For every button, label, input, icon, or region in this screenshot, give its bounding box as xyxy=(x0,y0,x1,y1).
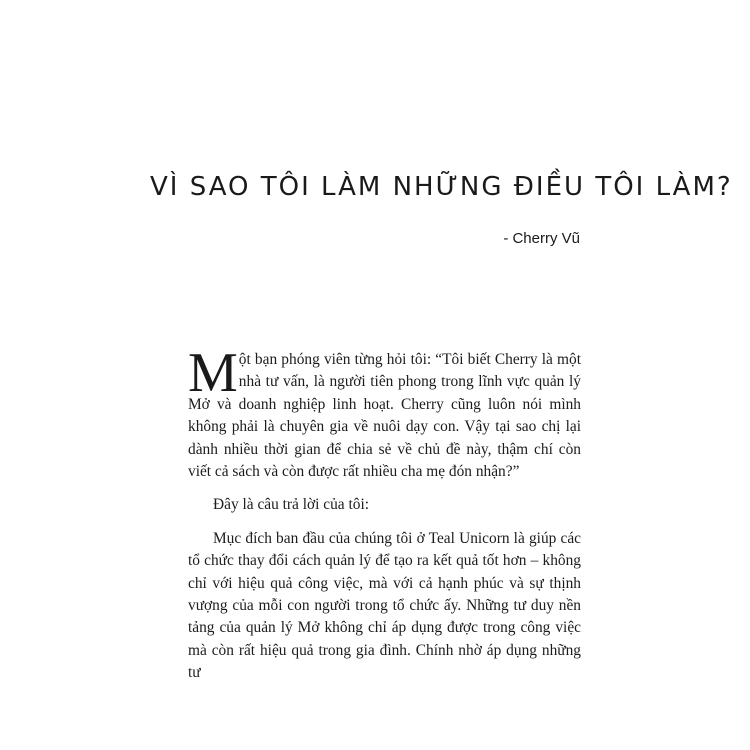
drop-cap: M xyxy=(188,342,238,404)
paragraph-answer-intro: Đây là câu trả lời của tôi: xyxy=(213,496,369,514)
paragraph-opening-text: ột bạn phóng viên từng hỏi tôi: “Tôi biết Cherry là một nhà tư vấn, là người tiên phong trong lĩnh vực quản lý Mở và doanh nghiệp linh hoạt. Cherry cũng luôn nói mình không phải là chuyên gia về nuôi dạy con. Vậy tại sao chị lại dành nhiều thời gian để chia sẻ về chủ đề này, thậm chí còn viết cả sách và còn được rất nhiều cha mẹ đón nhận?” xyxy=(188,351,581,481)
paragraph-opening xyxy=(188,342,581,483)
chapter-author: - Cherry Vũ xyxy=(503,230,580,247)
paragraph-purpose: Mục đích ban đầu của chúng tôi ở Teal Unicorn là giúp các tổ chức thay đổi cách quản lý để tạo ra kết quả tốt hơn – không chỉ với hiệu quả công việc, mà với cả hạnh phúc và sự thịnh vượng của mỗi con người trong tổ chức ấy. Những tư duy nền tảng của quản lý Mở không chỉ áp dụng được trong công việc mà còn rất hiệu quả trong gia đình. Chính nhờ áp dụng những tư xyxy=(188,529,581,682)
chapter-title: VÌ SAO TÔI LÀM NHỮNG ĐIỀU TÔI LÀM? xyxy=(150,172,733,202)
chapter-body xyxy=(188,342,581,696)
